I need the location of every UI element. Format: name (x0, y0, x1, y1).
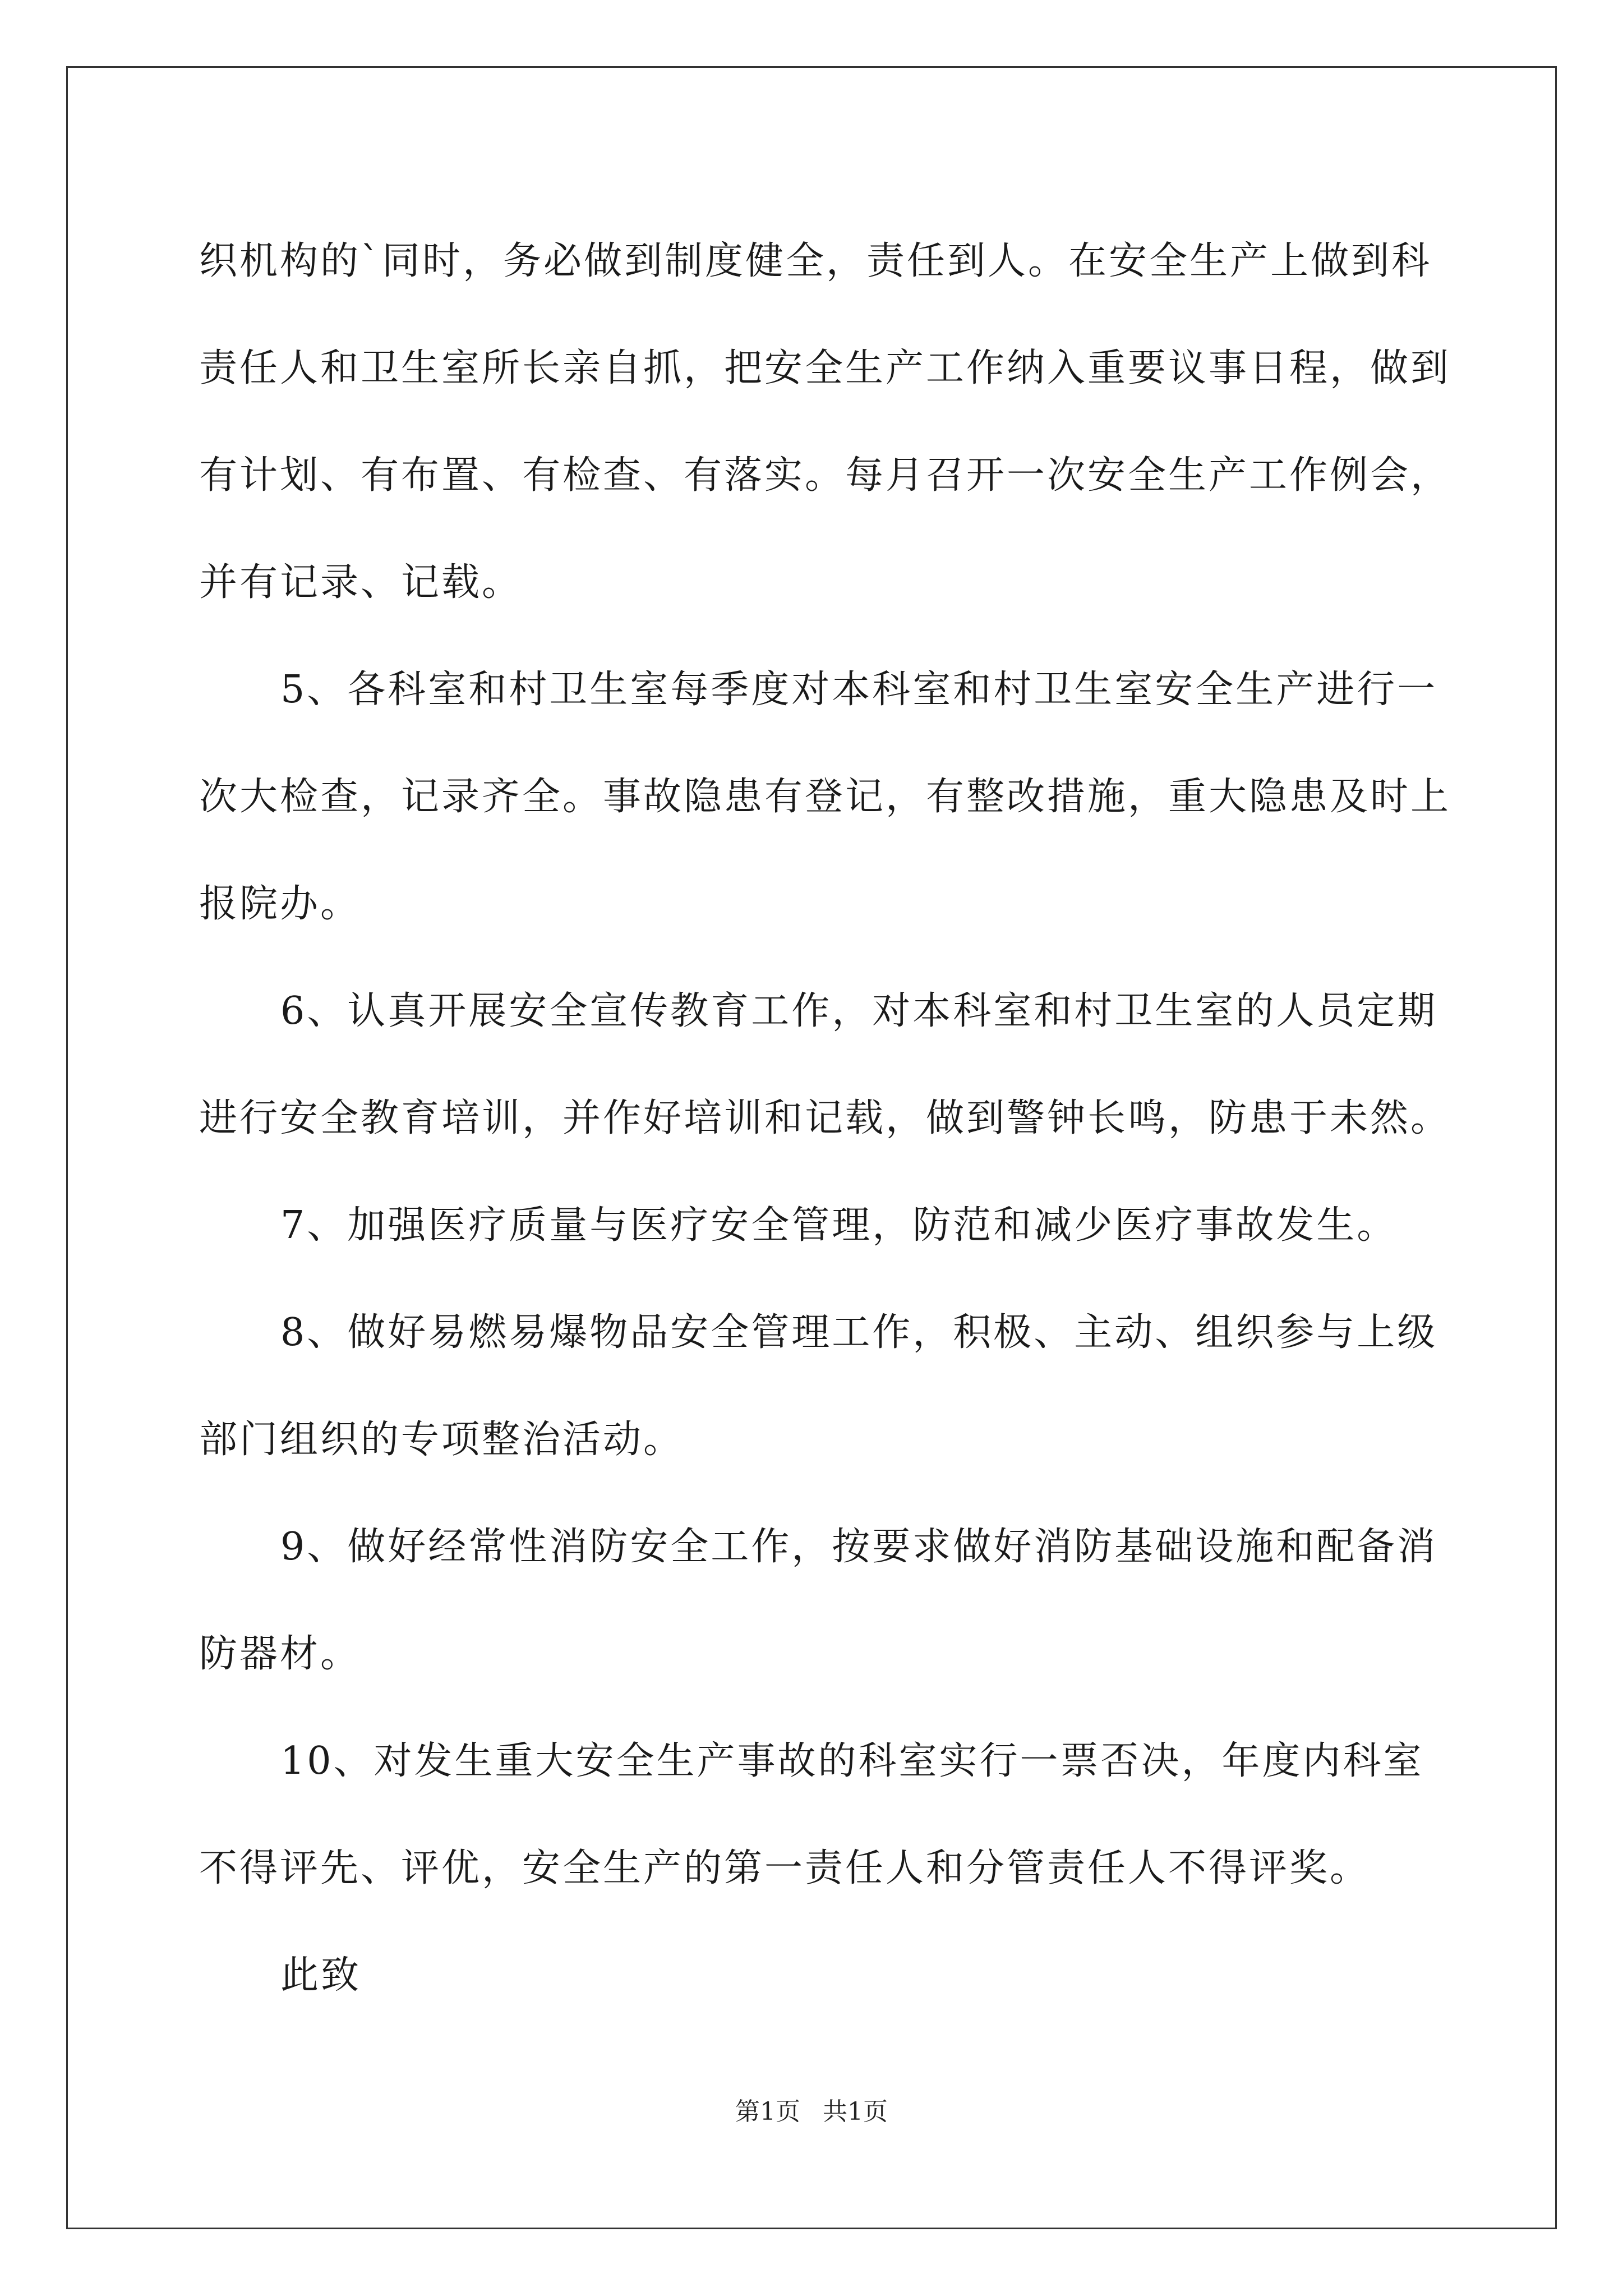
page-number-total: 共1页 (823, 2097, 888, 2126)
document-body (199, 208, 1455, 2029)
paragraph-item-10: 10、对发生重大安全生产事故的科室实行一票否决，年度内科室不得评先、评优，安全生产的第一责任人和分管责任人不得评奖。 (199, 1739, 1424, 1890)
page-footer (0, 2095, 1623, 2129)
paragraph-item-6: 6、认真开展安全宣传教育工作，对本科室和村卫生室的人员定期进行安全教育培训，并作好培训和记载，做到警钟长鸣，防患于未然。 (199, 989, 1451, 1140)
paragraph-item-9: 9、做好经常性消防安全工作，按要求做好消防基础设施和配备消防器材。 (199, 1525, 1438, 1676)
closing-salutation: 此致 (280, 1953, 362, 1998)
paragraph-item-7: 7、加强医疗质量与医疗安全管理，防范和减少医疗事故发生。 (280, 1203, 1398, 1248)
paragraph-continuation: 织机构的`同时，务必做到制度健全，责任到人。在安全生产上做到科责任人和卫生室所长亲自抓，把安全生产工作纳入重要议事日程，做到有计划、有布置、有检查、有落实。每月召开一次安全生产工作例会，并有记录、记载。 (199, 239, 1451, 605)
page-number-current: 第1页 (735, 2097, 800, 2126)
paragraph-item-5: 5、各科室和村卫生室每季度对本科室和村卫生室安全生产进行一次大检查，记录齐全。事故隐患有登记，有整改措施，重大隐患及时上报院办。 (199, 668, 1451, 926)
paragraph-item-8: 8、做好易燃易爆物品安全管理工作，积极、主动、组织参与上级部门组织的专项整治活动。 (199, 1310, 1438, 1462)
